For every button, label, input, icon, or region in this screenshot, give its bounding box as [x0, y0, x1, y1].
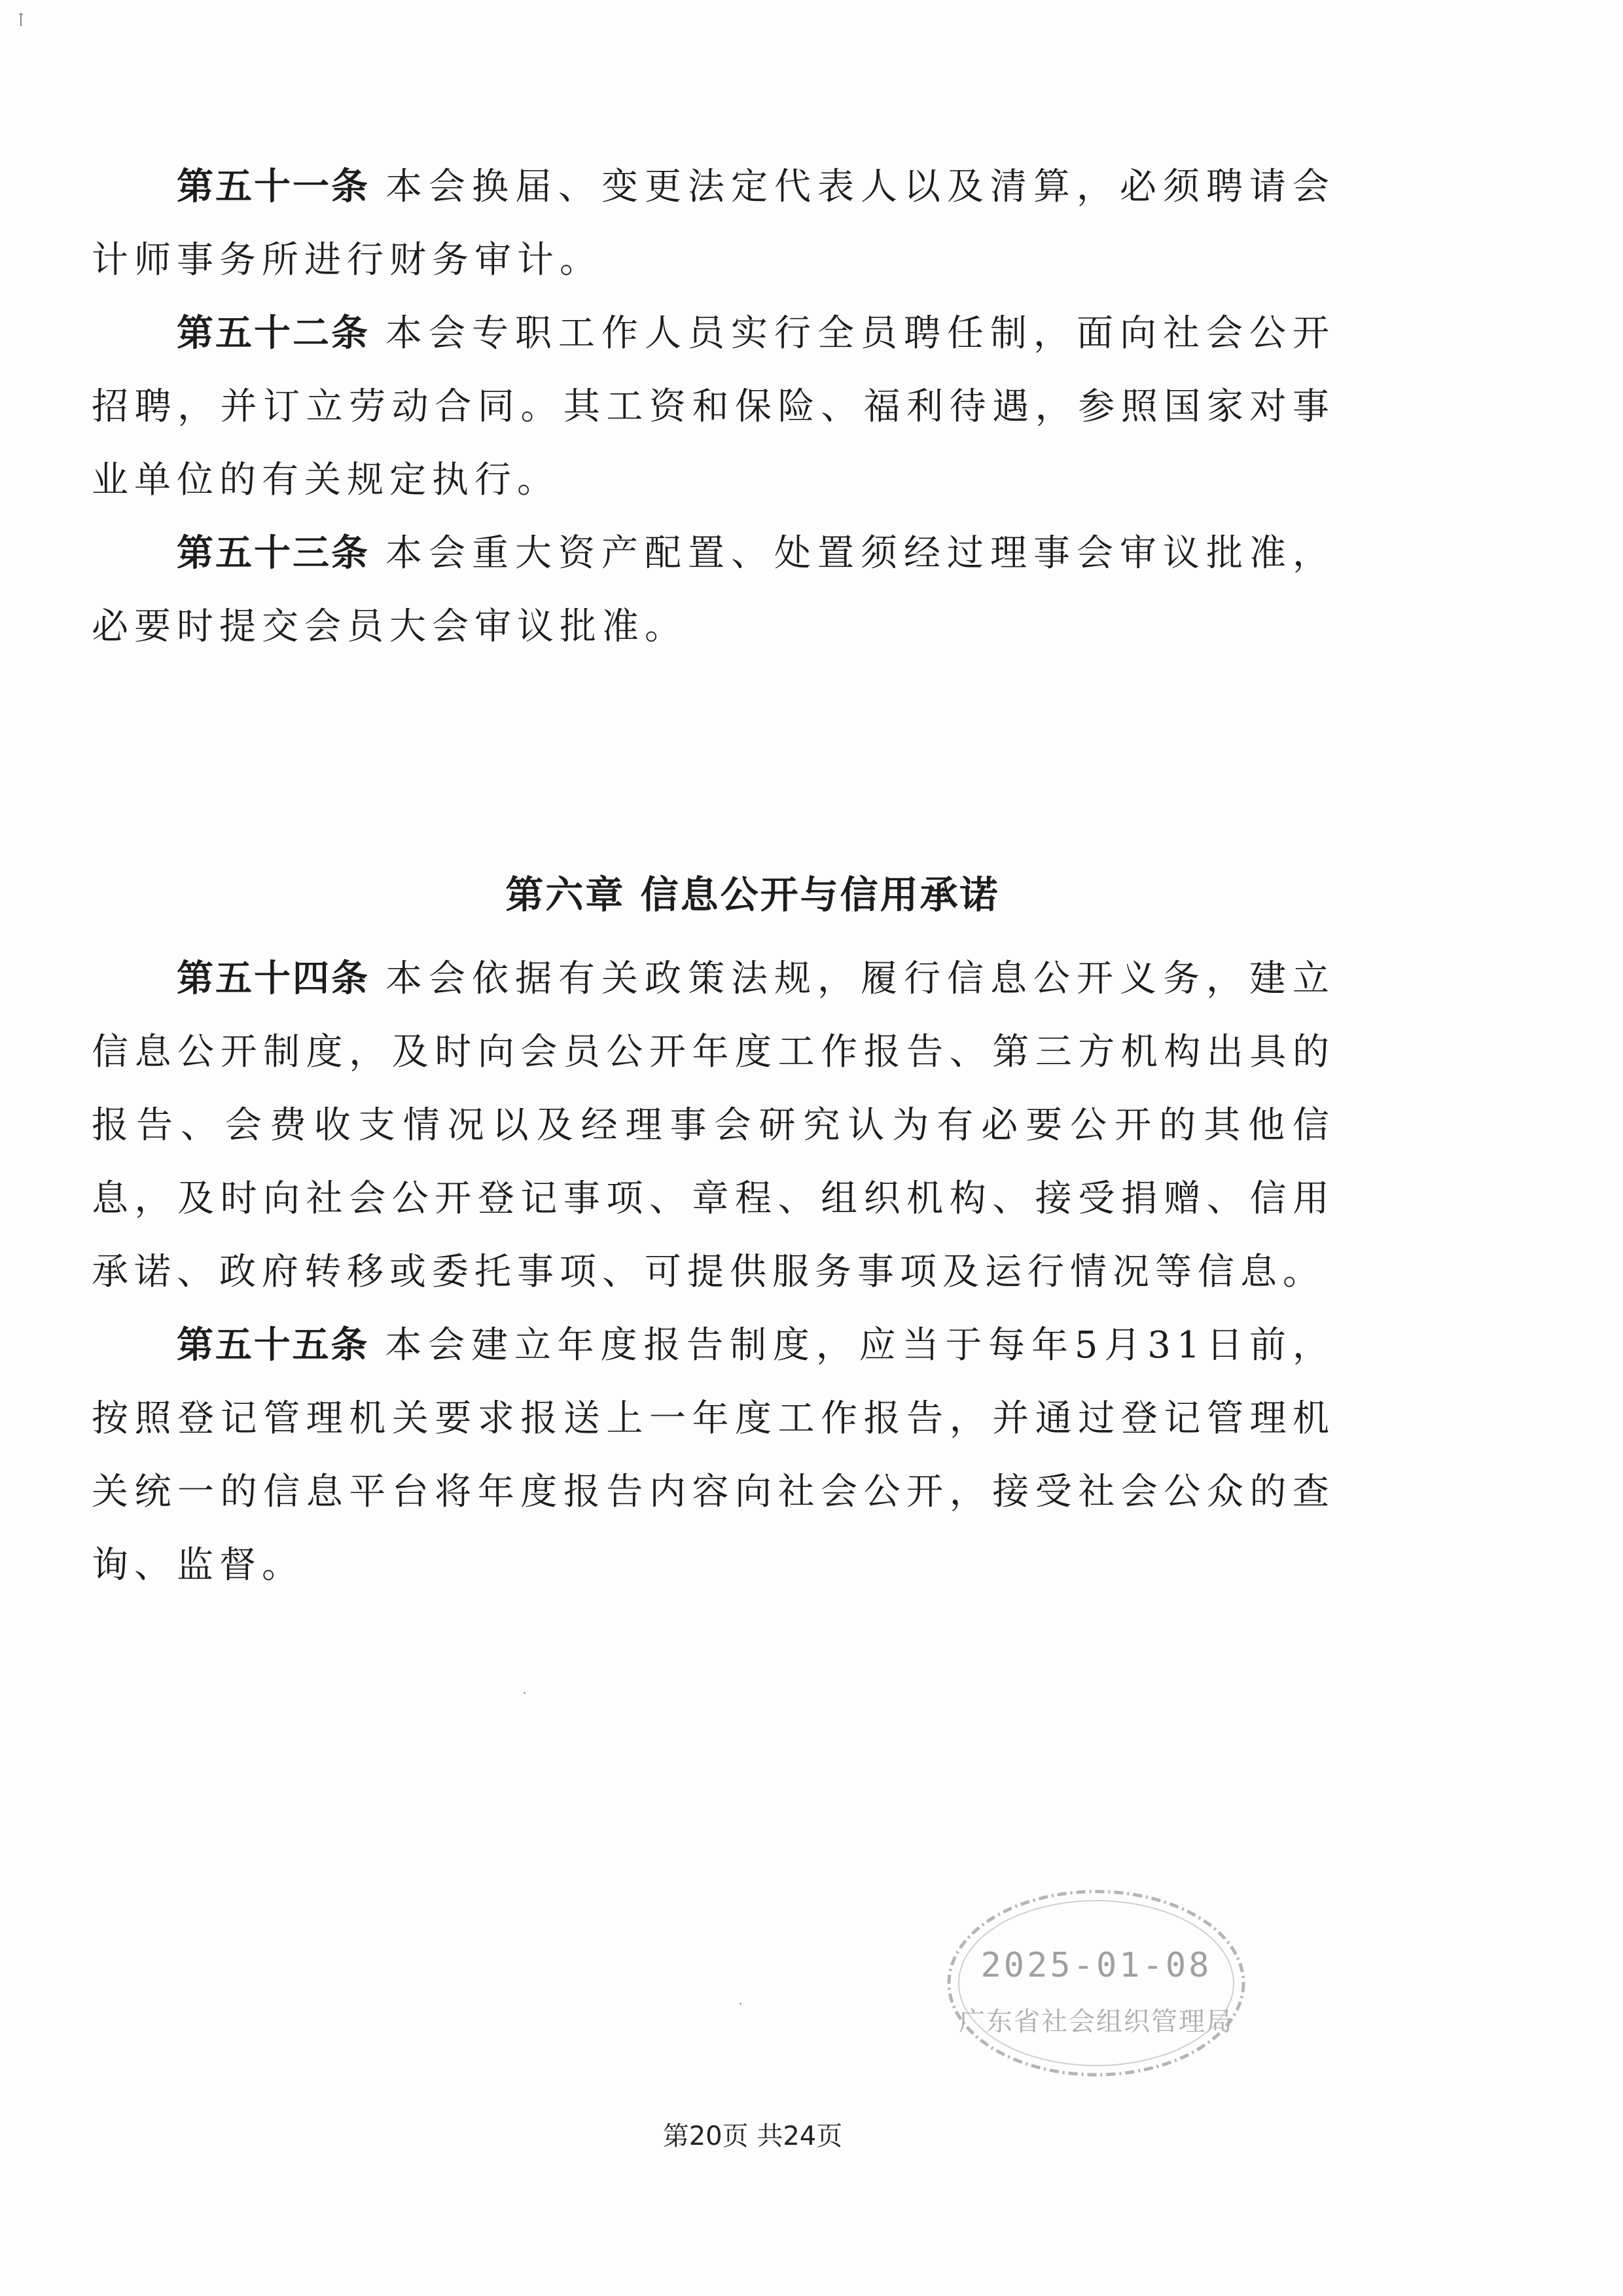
article-54: [92, 942, 1335, 1309]
chapter-title: 第六章 信息公开与信用承诺: [505, 872, 1000, 917]
article-text: 本会依据有关政策法规，履行信息公开义务，建立信息公开制度，及时向会员公开年度工作报告、第三方机构出具的报告、会费收支情况以及经理事会研究认为有必要公开的其他信息，及时向社会公开登记事项、章程、组织机构、接受捐赠、信用承诺、政府转移或委托事项、可提供服务事项及运行情况等信息。: [92, 958, 1335, 1293]
stamp-organization: 广东省社会组织管理局: [959, 2007, 1234, 2037]
articles-block-2: [92, 942, 1335, 1602]
articles-block-1: [92, 151, 1335, 664]
article-53: [92, 517, 1335, 664]
scan-speck: [524, 1692, 526, 1694]
article-text: 本会重大资产配置、处置须经过理事会审议批准，必要时提交会员大会审议批准。: [92, 532, 1335, 648]
article-number: 第五十三条: [177, 532, 370, 575]
article-text: 本会换届、变更法定代表人以及清算，必须聘请会计师事务所进行财务审计。: [92, 166, 1335, 281]
scan-speck: [740, 2003, 741, 2005]
article-text: 本会建立年度报告制度，应当于每年5月31日前，按照登记管理机关要求报送上一年度工作报告，并通过登记管理机关统一的信息平台将年度报告内容向社会公开，接受社会公众的查询、监督。: [92, 1324, 1336, 1587]
article-number: 第五十二条: [177, 312, 370, 355]
article-text: 本会专职工作人员实行全员聘任制，面向社会公开招聘，并订立劳动合同。其工资和保险、福利待遇，参照国家对事业单位的有关规定执行。: [92, 312, 1335, 501]
article-number: 第五十一条: [177, 166, 370, 208]
stamp-date: 2025-01-08: [980, 1946, 1212, 1985]
page-number-footer: 第20页 共24页: [662, 2121, 843, 2151]
article-number: 第五十五条: [177, 1324, 370, 1367]
official-seal-stamp: [942, 1885, 1250, 2081]
article-52: [92, 297, 1335, 517]
article-51: [92, 151, 1335, 297]
article-number: 第五十四条: [177, 958, 370, 1000]
scan-tick-icon: [18, 12, 24, 27]
article-55: [92, 1309, 1335, 1602]
scan-artifact-mark: [18, 12, 22, 26]
